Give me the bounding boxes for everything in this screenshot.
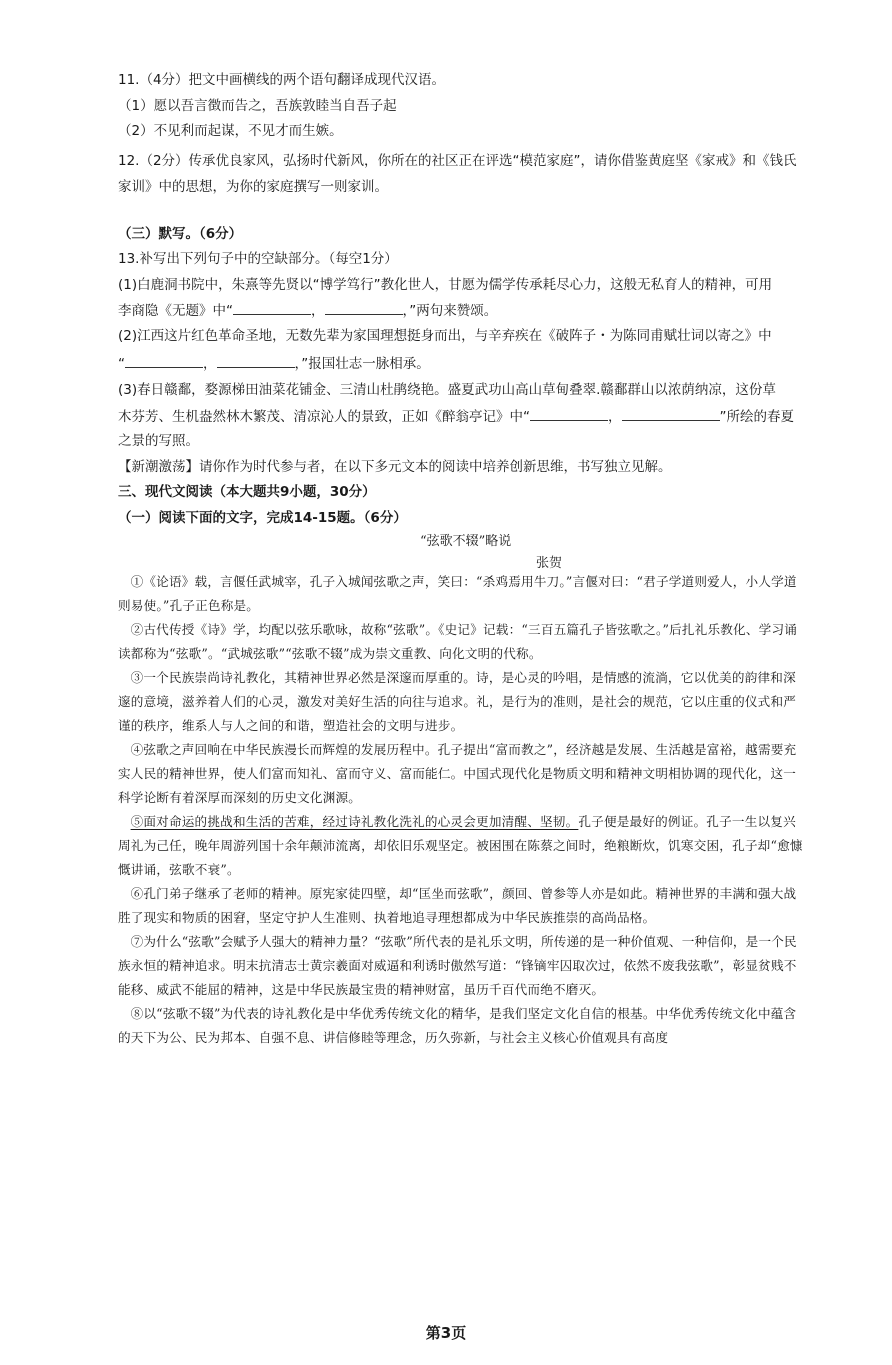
q13-blank-4[interactable] <box>217 353 295 368</box>
q11-item2: （2）不见利而起谋，不见才而生嫉。 <box>118 123 343 139</box>
page-number: 第3页 <box>425 1324 467 1342</box>
q11-title: 11.（4分）把文中画横线的两个语句翻译成现代汉语。 <box>118 72 446 88</box>
article-paragraph-5 <box>118 810 808 882</box>
q13-item1-line2 <box>118 300 808 321</box>
paragraph-5-rest: 孔子便是最好的例证。孔子一生以复兴周礼为己任，晚年周游列国十余年颠沛流离，却依旧乐观坚定。被困围在陈蔡之间时，绝粮断炊，饥寒交困，孔子却“愈慷慨讲诵，弦歌不衰”。 <box>118 814 803 877</box>
article-paragraph-7: ⑦为什么“弦歌”会赋予人强大的精神力量？“弦歌”所代表的是礼乐文明，所传递的是一种价值观、一种信仰，是一个民族永恒的精神追求。明末抗清志士黄宗羲面对威逼和利诱时傲然写道：“锋镝牢囚取次过，依然不废我弦歌”，彰显贫贱不能移、威武不能屈的精神，这是中华民族最宝贵的精神财富，虽历千百代而绝不磨灭。 <box>118 934 797 997</box>
q13-blank-5[interactable] <box>530 406 608 421</box>
article-paragraph-8: ⑧以“弦歌不辍”为代表的诗礼教化是中华优秀传统文化的精华，是我们坚定文化自信的根基。中华优秀传统文化中蕴含的天下为公、民为邦本、自强不息、讲信修睦等理念，历久弥新，与社会主义核心价值观具有高度 <box>118 1006 797 1045</box>
q13-blank-1[interactable] <box>233 300 311 315</box>
q13-item2-pre: “ <box>118 356 125 372</box>
article-paragraph-1: ①《论语》载，言偃任武城宰，孔子入城闻弦歌之声，笑曰：“杀鸡焉用牛刀。”言偃对曰：“君子学道则爱人，小人学道则易使。”孔子正色称是。 <box>118 574 797 613</box>
q13-item1-pre: 李商隐《无题》中“ <box>118 303 233 319</box>
sec3-title: （三）默写。（6分） <box>118 226 243 242</box>
q12-text: 12.（2分）传承优良家风，弘扬时代新风，你所在的社区正在评选“模范家庭”，请你借鉴黄庭坚《家戒》和《钱氏家训》中的思想，为你的家庭撰写一则家训。 <box>118 153 797 195</box>
q13-item3-post: ”所绘的春夏 <box>719 409 794 425</box>
q13-item1-post: ，”两句来赞颂。 <box>402 303 498 319</box>
q13-item3-line2 <box>118 406 808 427</box>
q13-item2-line1: (2)江西这片红色革命圣地，无数先辈为家国理想挺身而出，与辛弃疾在《破阵子・为陈同甫赋壮词以寄之》中 <box>118 328 772 344</box>
q13-item1-line1: (1)白鹿洞书院中，朱熹等先贤以“博学笃行”教化世人，甘愿为儒学传承耗尽心力，这般无私育人的精神，可用 <box>118 277 773 293</box>
q13-item3-pre: 木芬芳、生机盎然林木繁茂、清凉沁人的景致，正如《醉翁亭记》中“ <box>118 409 530 425</box>
q13-item2-post: ，”报国壮志一脉相承。 <box>294 356 430 372</box>
article-title: “弦歌不辍”略说 <box>420 534 512 549</box>
q11-item1: （1）愿以吾言徴而告之，吾族敦睦当自吾子起 <box>118 98 397 114</box>
q13-blank-3[interactable] <box>125 353 203 368</box>
q13-blank-6[interactable] <box>622 406 720 421</box>
q13-item3-mid: ， <box>608 409 622 425</box>
q13-item2-mid: ， <box>203 356 217 372</box>
q13-item3-line1: (3)春日赣鄱，婺源梯田油菜花铺金、三清山杜鹃绕艳。盛夏武功山高山草甸叠翠.赣鄱群山以浓荫纳凉，这份草 <box>118 382 776 398</box>
article-paragraph-2: ②古代传授《诗》学，均配以弦乐歌咏，故称“弦歌”。《史记》记载：“三百五篇孔子皆弦歌之。”后扎礼乐教化、学习诵读都称为“弦歌”。“武城弦歌”“弦歌不辍”成为崇文重教、向化文明的代称。 <box>118 622 798 661</box>
article-author: 张贺 <box>536 556 563 571</box>
q13-title: 13.补写出下列句子中的空缺部分。（每空1分） <box>118 251 398 267</box>
underlined-sentence: ⑤面对命运的挑战和生活的苦难，经过诗礼教化洗礼的心灵会更加清醒、坚韧。 <box>130 814 579 829</box>
article-paragraph-6: ⑥孔门弟子继承了老师的精神。原宪家徒四壁，却“匡坐而弦歌”，颜回、曾参等人亦是如此。精神世界的丰满和强大战胜了现实和物质的困窘，坚定守护人生准则、执着地追寻理想都成为中华民族推崇的高尚品格。 <box>118 886 797 925</box>
part3-sub1: （一）阅读下面的文字，完成14-15题。（6分） <box>118 510 407 526</box>
q13-item2-line2 <box>118 353 808 374</box>
q13-item3-line3: 之景的写照。 <box>118 433 199 449</box>
new-wave-intro: 【新潮激荡】请你作为时代参与者，在以下多元文本的阅读中培养创新思维，书写独立见解。 <box>118 459 672 475</box>
article-paragraph-4: ④弦歌之声回响在中华民族漫长而辉煌的发展历程中。孔子提出“富而教之”，经济越是发展、生活越是富裕，越需要充实人民的精神世界，使人们富而知礼、富而守义、富而能仁。中国式现代化是物质文明和精神文明相协调的现代化，这一科学论断有着深厚而深刻的历史文化渊源。 <box>118 742 797 805</box>
q13-item1-mid: ， <box>311 303 325 319</box>
article-paragraph-3: ③一个民族崇尚诗礼教化，其精神世界必然是深邃而厚重的。诗，是心灵的吟唱，是情感的流淌，它以优美的韵律和深邃的意境，滋养着人们的心灵，激发对美好生活的向往与追求。礼，是行为的准则，是社会的规范，它以庄重的仪式和严谨的秩序，维系人与人之间的和谐，塑造社会的文明与进步。 <box>118 670 797 733</box>
part3-title: 三、现代文阅读（本大题共9小题，30分） <box>118 484 376 500</box>
q13-blank-2[interactable] <box>325 300 403 315</box>
